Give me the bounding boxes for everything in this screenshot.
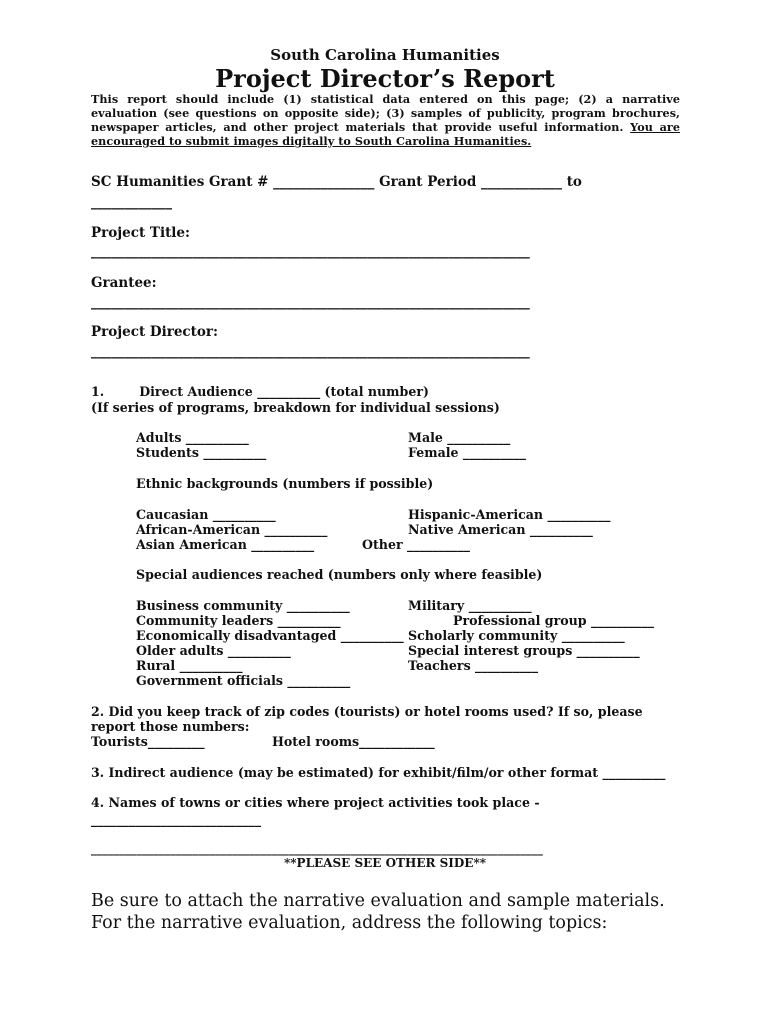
direct-audience-field[interactable]: 1. Direct Audience __________ (total number)	[91, 384, 429, 399]
towns-question: 4. Names of towns or cities where project activities took place -	[91, 795, 540, 810]
footer-line-1: Be sure to attach the narrative evaluation and sample materials.	[91, 891, 665, 911]
hispanic-american-field[interactable]: Hispanic-American __________	[408, 507, 611, 522]
female-field[interactable]: Female __________	[408, 445, 526, 460]
native-american-field[interactable]: Native American __________	[408, 522, 593, 537]
older-adults-field[interactable]: Older adults __________	[136, 643, 291, 658]
military-field[interactable]: Military __________	[408, 598, 532, 613]
grant-number-field[interactable]: SC Humanities Grant # _______________ Grant Period ____________ to	[91, 174, 582, 190]
other-ethnicity-field[interactable]: Other __________	[362, 537, 470, 552]
african-american-field[interactable]: African-American __________	[136, 522, 328, 537]
business-community-field[interactable]: Business community __________	[136, 598, 350, 613]
students-field[interactable]: Students __________	[136, 445, 267, 460]
towns-field-line-2[interactable]: ________________________________________________________________________________	[91, 842, 543, 856]
zip-codes-question: 2. Did you keep track of zip codes (tourists) or hotel rooms used? If so, please	[91, 704, 643, 719]
project-title-field[interactable]: _________________________________________________________________	[91, 243, 530, 259]
intro-digital-note: You are encouraged to submit images digitally to South Carolina Humanities.	[91, 120, 680, 148]
indirect-audience-field[interactable]: 3. Indirect audience (may be estimated) for exhibit/film/or other format __________	[91, 765, 666, 780]
zip-codes-question-cont: report those numbers:	[91, 719, 250, 734]
intro-text: This report should include (1) statistical data entered on this page; (2) a narrative evaluation (see questions on opposite side); (3) samples of publicity, program brochures, newspaper articles, and other project materials that provide useful information.	[91, 92, 680, 134]
asian-american-field[interactable]: Asian American __________	[136, 537, 315, 552]
teachers-field[interactable]: Teachers __________	[408, 658, 539, 673]
scholarly-community-field[interactable]: Scholarly community __________	[408, 628, 625, 643]
footer-instructions	[91, 890, 691, 934]
intro-paragraph	[91, 92, 680, 148]
community-leaders-field[interactable]: Community leaders __________	[136, 613, 341, 628]
hotel-rooms-field[interactable]: Hotel rooms____________	[272, 734, 435, 749]
page-title: Project Director’s Report	[215, 64, 555, 93]
direct-audience-note: (If series of programs, breakdown for individual sessions)	[91, 400, 500, 415]
government-officials-field[interactable]: Government officials __________	[136, 673, 351, 688]
rural-field[interactable]: Rural __________	[136, 658, 243, 673]
towns-field[interactable]: ___________________________	[91, 812, 262, 827]
special-audiences-heading: Special audiences reached (numbers only where feasible)	[136, 567, 543, 582]
grantee-label: Grantee:	[91, 275, 157, 291]
adults-field[interactable]: Adults __________	[136, 430, 249, 445]
ethnic-backgrounds-heading: Ethnic backgrounds (numbers if possible)	[136, 476, 434, 491]
project-director-field[interactable]: _________________________________________________________________	[91, 343, 530, 359]
organization-name: South Carolina Humanities	[270, 46, 500, 64]
project-director-label: Project Director:	[91, 324, 218, 340]
grant-period-end-field[interactable]: ____________	[91, 194, 172, 210]
tourists-field[interactable]: Tourists_________	[91, 734, 205, 749]
special-interest-groups-field[interactable]: Special interest groups __________	[408, 643, 640, 658]
male-field[interactable]: Male __________	[408, 430, 511, 445]
project-title-label: Project Title:	[91, 225, 191, 241]
see-other-side-note: **PLEASE SEE OTHER SIDE**	[284, 856, 486, 870]
economically-disadvantaged-field[interactable]: Economically disadvantaged __________	[136, 628, 404, 643]
professional-group-field[interactable]: Professional group __________	[453, 613, 654, 628]
grantee-field[interactable]: _________________________________________________________________	[91, 294, 530, 310]
caucasian-field[interactable]: Caucasian __________	[136, 507, 276, 522]
footer-line-2: For the narrative evaluation, address the following topics:	[91, 913, 608, 933]
